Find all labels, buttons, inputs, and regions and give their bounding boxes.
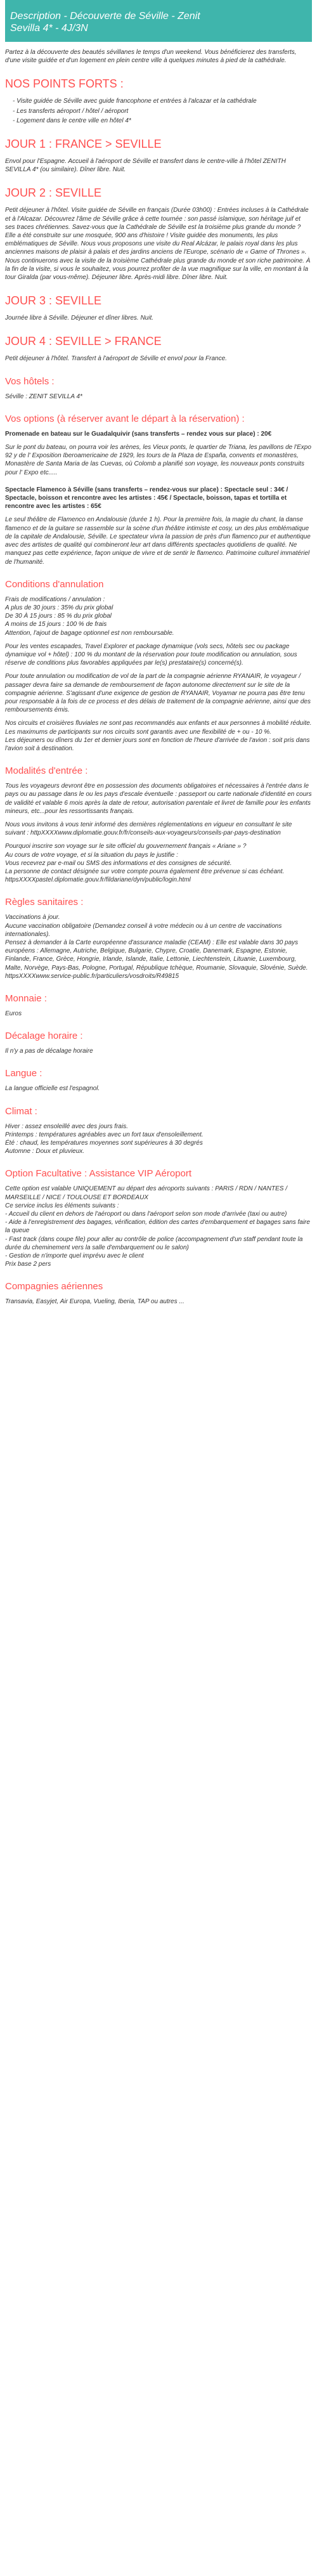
entree-heading: Modalités d'entrée : xyxy=(5,765,88,777)
annulation-paragraph: Pour les ventes escapades, Travel Explorer et package dynamique (vols secs, hôtels sec ou package dynamique vol + hôtel) : 100 % du montant de la réservation pour toute modification ou annulation, sous réserve de conditions plus favorables appliquées par le(s) prestataire(s) concerné(s). xyxy=(5,642,297,667)
list-item: - Les transferts aéroport / hôtel / aéroport xyxy=(13,107,129,115)
jour3-text: Journée libre à Séville. Déjeuner et dîner libres. Nuit. xyxy=(5,315,154,322)
option1-title: Promenade en bateau sur le Guadalquivir (sans transferts – rendez vous sur place) : 20€ xyxy=(5,430,272,438)
entree-paragraph: Nous vous invitons à vous tenir informé des dernières réglementations en vigueur en consultant le site suivant : httpXXXXwww.diplomatie.gouv.fr/fr/conseils-aux-voyageurs/conseils-par-pays-destination xyxy=(5,821,292,837)
entree-paragraph: Tous les voyageurs devront être en possession des documents obligatoires et nécessaires à l'entrée dans le pays ou au passage dans le ou les pays d'escale éventuelle : passeport ou carte nationale d'identité en cours de validité et valable 6 mois après la date de retour, autorisation parentale et livret de famille pour les enfants mineurs, etc...pour les ressortissants français. xyxy=(5,783,312,815)
jour4-text: Petit déjeuner à l'hôtel. Transfert à l'aéroport de Séville et envol pour la France. xyxy=(5,355,227,363)
jour1-text: Envol pour l'Espagne. Accueil à l'aéroport de Séville et transfert dans le centre-ville à l'hôtel ZENITH SEVILLA 4* (ou similaire). Dîner libre. Nuit. xyxy=(5,158,286,174)
assistance-text: Cette option est valable UNIQUEMENT au départ des aéroports suivants : PARIS / RDN / NANTES / MARSEILLE / NICE / TOULOUSE ET BORDEAUX Ce service inclus les éléments suivants : - Accueil du client en dehors de l'aéroport ou dans l'aéroport selon son mode d'arrivée (taxi ou autre) - Aide à l'enregistrement des bagages, vérification, édition des cartes d'embarquement et bagages sans faire la queue - Fast track (dans coupe file) pour aller au contrôle de police (accompagnement d'un staff pendant toute la durée du cheminement vers la salle d'embarquement ou le salon) - Gestion de n'importe quel imprévu avec le client Prix base 2 pers xyxy=(5,1185,310,1268)
list-item: - Visite guidée de Séville avec guide francophone et entrées à l'alcazar et la cathédrale xyxy=(13,98,257,105)
points-forts-list xyxy=(5,97,312,125)
langue-text: La langue officielle est l'espagnol. xyxy=(5,1085,100,1093)
climat-text: Hiver : assez ensoleillé avec des jours frais. Printemps : températures agréables avec un fort taux d'ensoleillement. Été : chaud, les températures moyennes sont supérieures à 30 degrés Automne : Doux et pluvieux. xyxy=(5,1122,204,1155)
hotels-text: Séville : ZENIT SEVILLA 4* xyxy=(5,393,82,400)
jour3-heading: JOUR 3 : SEVILLE xyxy=(5,294,102,308)
points-forts-heading: NOS POINTS FORTS : xyxy=(5,77,124,91)
jour2-text: Petit déjeuner à l'hôtel. Visite guidée de Séville en français (Durée 03h00) : Entrées incluses à la Cathédrale et à l'Alcazar. Découvrez l'âme de Séville grâce à cette tournée : son passé islamique, son héritage juif et ses traces chrétiennes. Savez-vous que la Cathédrale de Séville est la troisième plus grande du monde ? Elle a été construite sur une mosquée, 900 ans d'histoire ! Visite guidée des monuments, les plus emblématiques de Séville. Nous vous proposons une visite du Real Alcázar, le palais royal dans les plus anciennes maisons de plaisir à palais et des jardins anciens de l'Europe, scénario de « Game of Thrones ». Nous continuerons avec la visite de la troisième Cathédrale plus grande du monde et son riche patrimoine. À la fin de la visite, si vous le souhaitez, vous pourrez profiter de la vue magnifique sur la ville, en montant à la tour Giralda (par vous-même). Déjeuner libre. Après-midi libre. Dîner libre. Nuit. xyxy=(5,207,311,282)
assistance-heading: Option Facultative : Assistance VIP Aéroport xyxy=(5,1168,192,1180)
option1-text: Sur le pont du bateau, on pourra voir les arènes, les Vieux ponts, le quartier de Triana, les pavillons de l'Expo 92 y de l' Exposition Iberoamericaine de 1929, les tours de la Plaza de España, convents et monastères, Monastère de Santa Maria de las Cuevas, où Colomb a planifié son voyage, les nouveaux ponts construits pour l' Expo etc..... xyxy=(5,444,311,476)
decalage-text: Il n'y a pas de décalage horaire xyxy=(5,1048,93,1055)
list-item: - Logement dans le centre ville en hôtel 4* xyxy=(13,117,131,124)
jour1-heading: JOUR 1 : FRANCE > SEVILLE xyxy=(5,138,162,151)
sanitaires-heading: Règles sanitaires : xyxy=(5,897,84,908)
hotels-heading: Vos hôtels : xyxy=(5,375,55,387)
annulation-paragraph: Frais de modifications / annulation : A plus de 30 jours : 35% du prix global De 30 À 15 jours : 85 % du prix global A moins de 15 jours : 100 % de frais Attention, l'ajout de bagage optionnel est non remboursable. xyxy=(5,595,174,637)
entree-paragraph: Pourquoi inscrire son voyage sur le site officiel du gouvernement français « Ariane » ? Au cours de votre voyage, et si la situation du pays le justifie : Vous recevrez par e-mail ou SMS des informations et des consignes de sécurité. La personne de contact désignée sur votre compte pourra également être prévenue si cas échéant. httpsXXXXpastel.diplomatie.gouv.fr/fildariane/dyn/public/login.html xyxy=(5,843,285,884)
monnaie-text: Euros xyxy=(5,1010,22,1018)
jour4-heading: JOUR 4 : SEVILLE > FRANCE xyxy=(5,335,162,348)
decalage-heading: Décalage horaire : xyxy=(5,1031,83,1042)
page-title-line-1: Description - Découverte de Séville - Zenit xyxy=(10,11,200,22)
intro-text: Partez à la découverte des beautés sévillanes le temps d'un weekend. Vous bénéficierez des transferts, d'une visite guidée et d'un logement en plein centre ville à quelques minutes à pied de la cathédrale. xyxy=(5,49,297,65)
annulation-paragraph: Pour toute annulation ou modification de vol de la part de la compagnie aérienne RYANAIR, le voyageur / passager devra faire sa demande de remboursement de façon autonome directement sur le site de la compagnie aérienne. S'agissant d'une exigence de gestion de RYANAIR, Voyamar ne pourra pas être tenu pour responsable à la fois de ce process et des délais de traitement de la compagnie aérienne, ainsi que des remboursements émis. xyxy=(5,673,311,714)
options-heading: Vos options (à réserver avant le départ à la réservation) : xyxy=(5,413,245,424)
page-title xyxy=(5,0,312,42)
monnaie-heading: Monnaie : xyxy=(5,993,47,1005)
annulation-paragraph: Nos circuits et croisières fluviales ne sont pas recommandés aux enfants et aux personnes à mobilité réduite. Les maximums de participants sur nos circuits sont garantis avec une flexibilité de + ou - 10 %. Les déjeuners ou dîners du 1er et dernier jours sont en fonction de l'heure d'arrivée de l'avion : soit pris dans l'avion soit à destination. xyxy=(5,720,312,752)
page-title-line-2: Sevilla 4* - 4J/3N xyxy=(10,23,88,34)
compagnies-text: Transavia, Easyjet, Air Europa, Vueling, Iberia, TAP ou autres ... xyxy=(5,1298,184,1306)
option2-title: Spectacle Flamenco à Séville (sans transferts – rendez-vous sur place) : Spectacle seul : 34€ / Spectacle, boisson et rencontre avec les artistes : 45€ / Spectacle, boisson, tapas et tortilla et rencontre avec les artistes : 65€ xyxy=(5,486,288,511)
option2-text: Le seul théâtre de Flamenco en Andalousie (durée 1 h). Pour la première fois, la magie du chant, la danse flamenco et de la guitare se rassemble sur la scène d'un théâtre intimiste et cosy, un des plus emblématique de la capitale de Andalousie, Séville. Le spectateur vivra la passion de près d'un flamenco pur et authentique avec des artistes de qualité qui combineront leur art dans différents spectacles quotidiens de qualité. Ne manquez pas cette expérience, façon unique de vivre et de sentir le flamenco. Patrimoine culturel immatériel de l'humanité. xyxy=(5,516,311,566)
climat-heading: Climat : xyxy=(5,1105,37,1117)
sanitaires-text: Vaccinations à jour. Aucune vaccination obligatoire (Demandez conseil à votre médecin ou à un centre de vaccinations internationales). Pensez à demander à la Carte européenne d'assurance maladie (CEAM) : Elle est valable dans 30 pays européens : Allemagne, Autriche, Belgique, Bulgarie, Chypre, Croatie, Danemark, Espagne, Estonie, Finlande, France, Grèce, Hongrie, Irlande, Islande, Italie, Lettonie, Liechtenstein, Lituanie, Luxembourg, Malte, Norvège, Pays-Bas, Pologne, Portugal, République tchèque, Roumanie, Slovaquie, Slovénie, Suède. httpsXXXXwww.service-public.fr/particuliers/vosdroits/R49815 xyxy=(5,914,308,980)
annulation-heading: Conditions d'annulation xyxy=(5,578,104,590)
compagnies-heading: Compagnies aériennes xyxy=(5,1281,103,1292)
langue-heading: Langue : xyxy=(5,1068,42,1079)
jour2-heading: JOUR 2 : SEVILLE xyxy=(5,186,102,200)
